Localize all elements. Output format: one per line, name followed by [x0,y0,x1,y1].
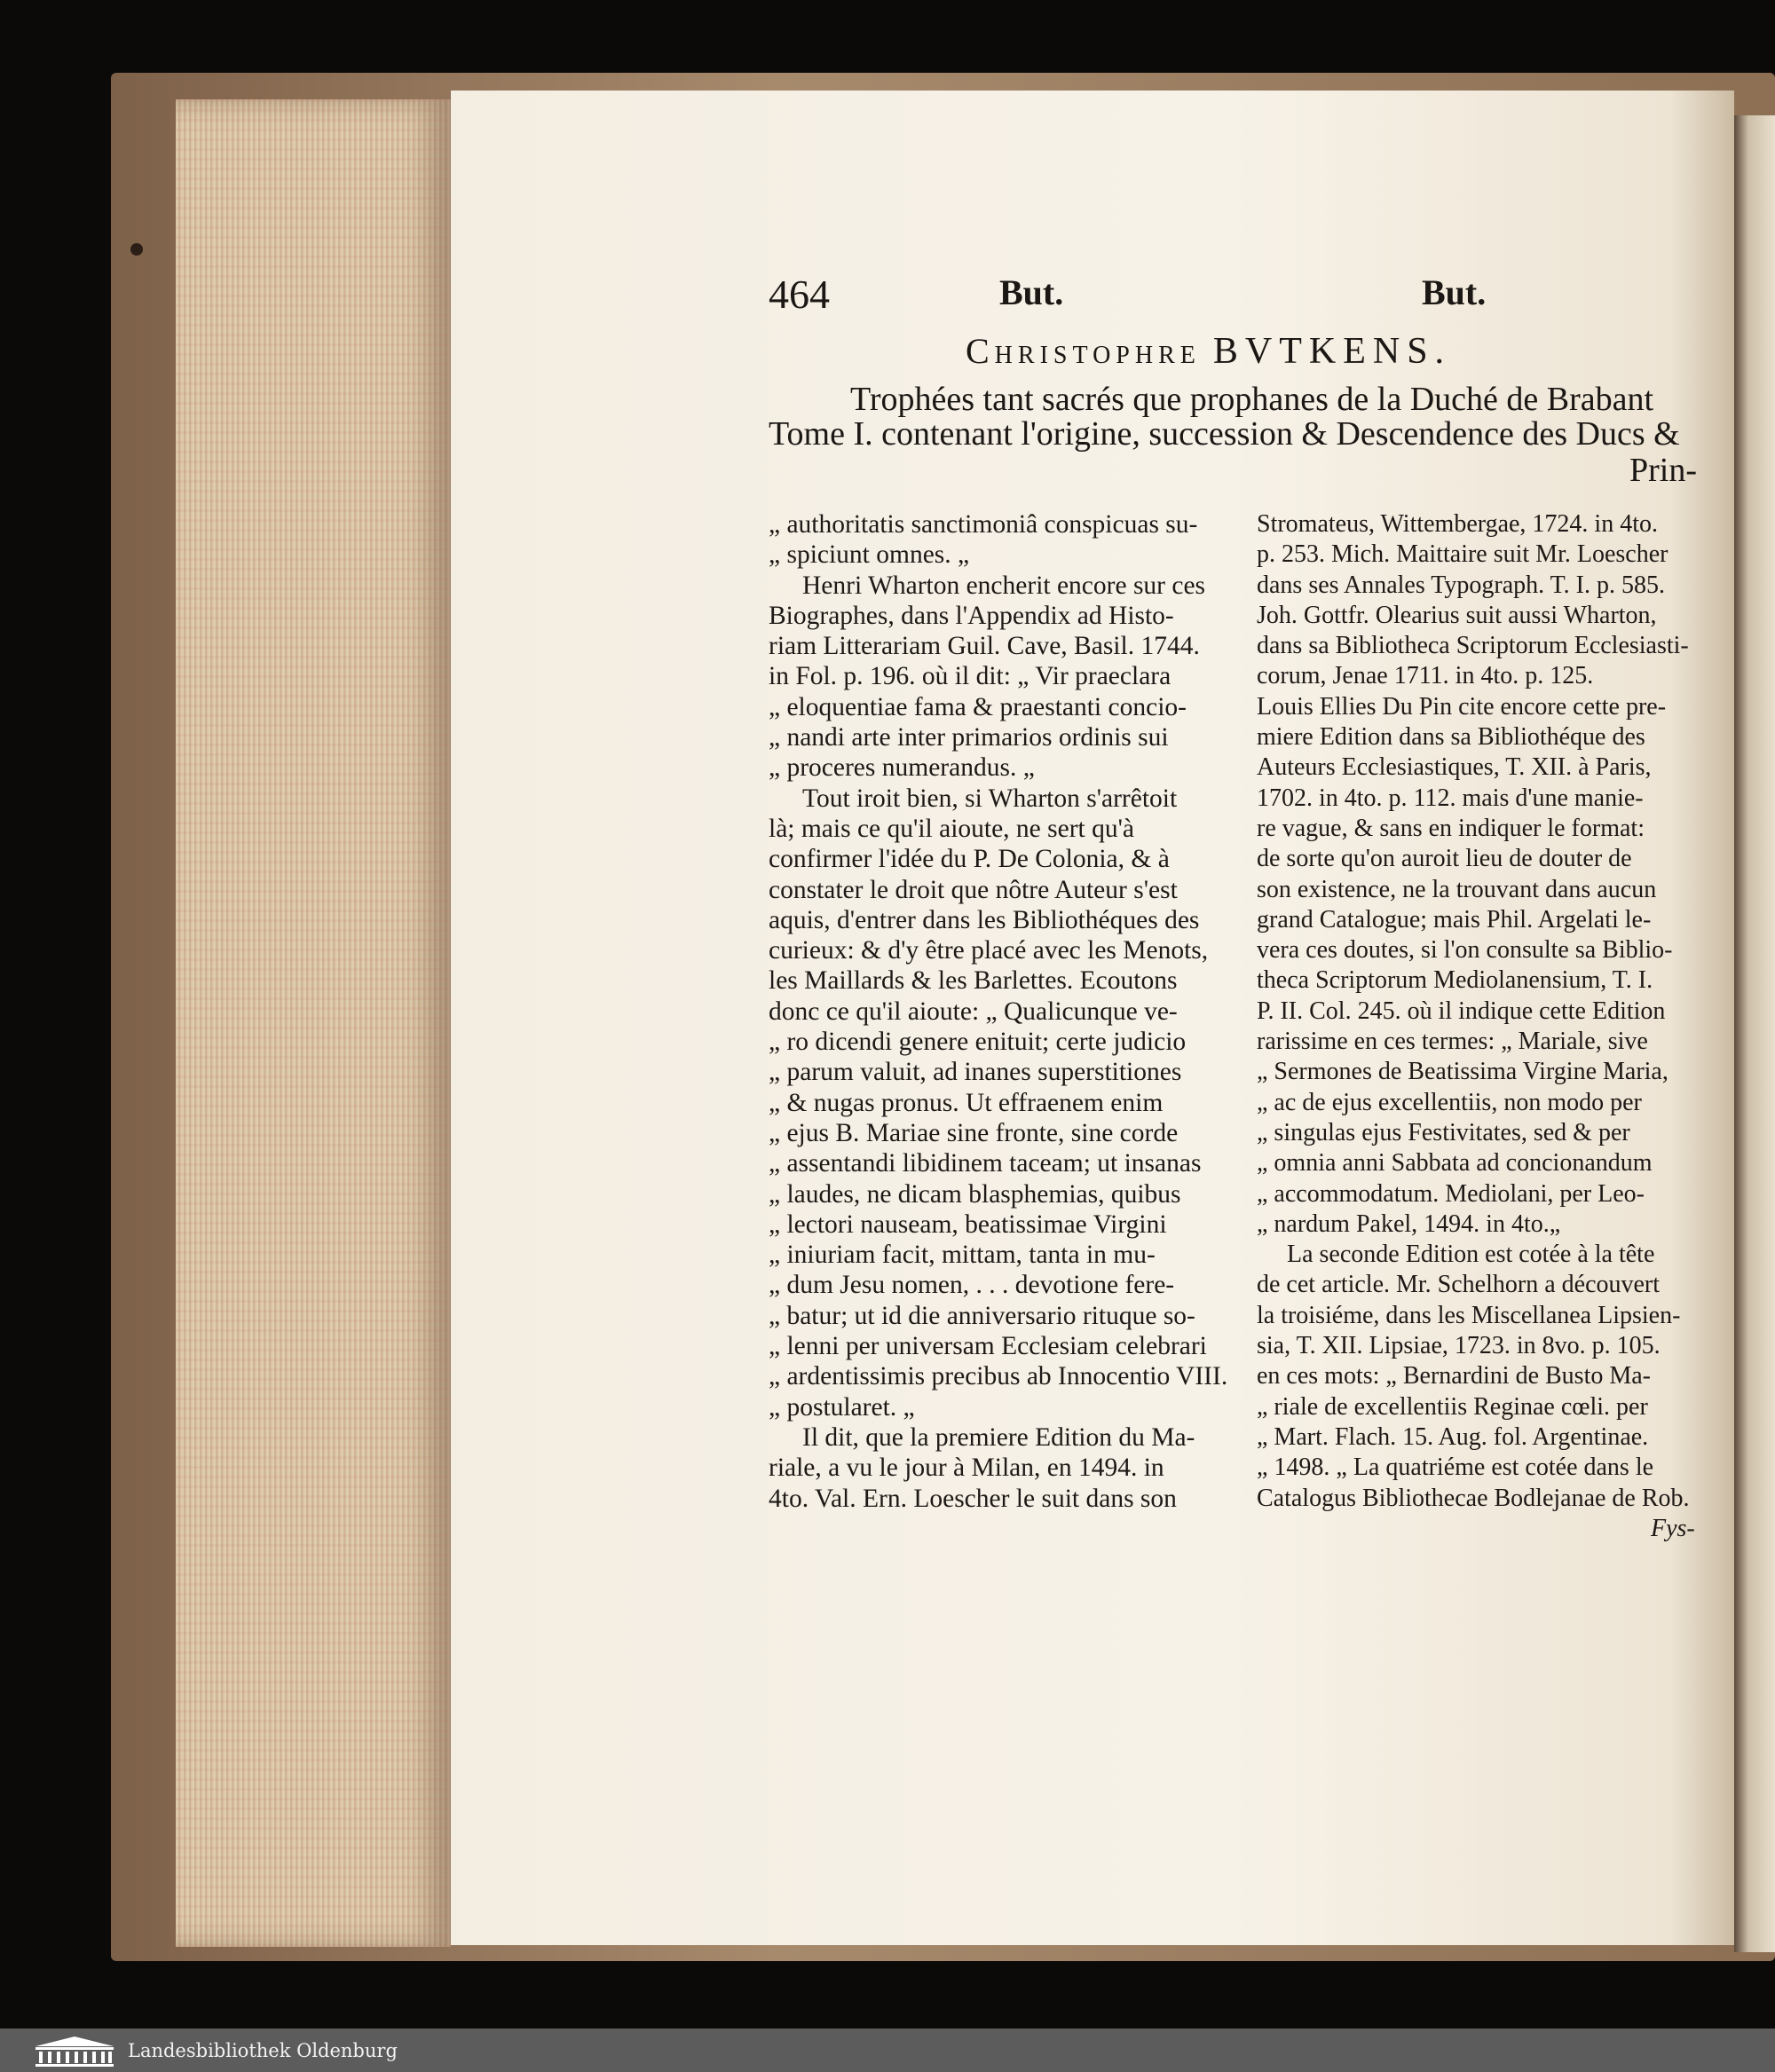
title-line: Prin- [1629,452,1697,489]
text-line: „ authoritatis sanctimoniâ conspicuas su- [769,510,1198,539]
text-line: corum, Jenae 1711. in 4to. p. 125. [1257,662,1594,690]
text-line: son existence, ne la trouvant dans aucun [1257,875,1657,903]
text-line: „ postularet. „ [769,1392,915,1422]
text-line: „ Sermones de Beatissima Virgine Maria, [1257,1058,1668,1086]
text-line: „ iniuriam facit, mittam, tanta in mu- [769,1241,1156,1270]
text-line: „ Mart. Flach. 15. Aug. fol. Argentinae. [1257,1422,1649,1451]
text-line: riam Litterariam Guil. Cave, Basil. 1744. [769,632,1200,661]
text-line: „ parum valuit, ad inanes superstitiones [769,1058,1182,1087]
text-line: „ nardum Pakel, 1494. in 4to.„ [1257,1209,1561,1238]
text-line: p. 253. Mich. Maittaire suit Mr. Loescher [1257,540,1668,569]
text-line: Tout iroit bien, si Wharton s'arrêtoit [802,784,1178,813]
running-head-left: But. [999,272,1064,312]
text-line: „ 1498. „ La quatriéme est cotée dans le [1257,1454,1654,1482]
text-line: La seconde Edition est cotée à la tête [1287,1241,1655,1269]
text-line: „ accommodatum. Mediolani, per Leo- [1257,1179,1645,1208]
text-line: „ ro dicendi genere enituit; certe judicio [769,1028,1187,1057]
text-line: re vague, & sans en indiquer le format: [1257,814,1645,842]
text-line: „ eloquentiae fama & praestanti concio- [769,692,1187,721]
text-line: vera ces doutes, si l'on consulte sa Biblio- [1257,936,1673,965]
binding-stud [130,243,143,256]
text-line: dans ses Annales Typograph. T. I. p. 585. [1257,571,1665,599]
text-line: là; mais ce qu'il aioute, ne sert qu'à [769,814,1135,843]
text-line: Joh. Gottfr. Olearius suit aussi Wharton, [1257,601,1657,629]
text-line: „ batur; ut id die anniversario rituque so- [769,1301,1195,1330]
text-line: de cet article. Mr. Schelhorn a découvert [1257,1271,1661,1299]
text-line: in Fol. p. 196. où il dit: „ Vir praeclara [769,662,1172,691]
page-number: 464 [769,272,830,317]
text-line: rarissime en ces termes: „ Mariale, sive [1257,1028,1648,1056]
text-line: „ dum Jesu nomen, . . . devotione fere- [769,1271,1175,1300]
text-line: „ nandi arte inter primarios ordinis sui [769,723,1169,752]
text-line: „ omnia anni Sabbata ad concionandum [1257,1149,1653,1178]
text-line: miere Edition dans sa Bibliothéque des [1257,723,1645,752]
text-line: „ ac de ejus excellentiis, non modo per [1257,1088,1642,1116]
text-line: Il dit, que la premiere Edition du Ma- [802,1422,1195,1452]
running-head-right: But. [1422,272,1487,312]
left-text-column [769,509,1230,1514]
text-line: dans sa Bibliotheca Scriptorum Ecclesiasti- [1257,632,1689,660]
text-line: P. II. Col. 245. où il indique cette Edition [1257,997,1666,1025]
facing-page-edge [1734,115,1775,1952]
text-line: en ces mots: „ Bernardini de Busto Ma- [1257,1362,1652,1391]
text-line: confirmer l'idée du P. De Colonia, & à [769,845,1170,874]
text-line: curieux: & d'y être placé avec les Menots, [769,936,1209,965]
text-line: „ assentandi libidinem taceam; ut insanas [769,1149,1202,1178]
text-line: Louis Ellies Du Pin cite encore cette pre- [1257,692,1667,721]
footer-bar [0,2029,1775,2072]
text-line: „ spiciunt omnes. „ [769,540,970,570]
text-line: grand Catalogue; mais Phil. Argelati le- [1257,905,1652,934]
text-line: les Maillards & les Barlettes. Ecoutons [769,966,1178,996]
text-line: constater le droit que nôtre Auteur s'est [769,875,1178,904]
text-line: 1702. in 4to. p. 112. mais d'une manie- [1257,784,1644,812]
text-line: Biographes, dans l'Appendix ad Histo- [769,601,1174,630]
text-line: „ proceres numerandus. „ [769,753,1035,783]
text-line: „ ejus B. Mariae sine fronte, sine corde [769,1118,1179,1147]
text-line: „ lenni per universam Ecclesiam celebrari [769,1332,1207,1361]
author-surname: BVTKENS. [1212,331,1452,372]
title-line: Tome I. contenant l'origine, succession & Descendence des Ducs & [769,415,1680,453]
text-line: Auteurs Ecclesiastiques, T. XII. à Paris, [1257,753,1652,782]
text-line: donc ce qu'il aioute: „ Qualicunque ve- [769,997,1178,1026]
right-text-column [1257,509,1700,1544]
author-given-name: Christophre [966,331,1201,371]
text-line: „ ardentissimis precibus ab Innocentio VIII. [769,1362,1228,1391]
text-line: 4to. Val. Ern. Loescher le suit dans son [769,1484,1177,1513]
text-line: riale, a vu le jour à Milan, en 1494. in [769,1454,1164,1483]
text-line: Catalogus Bibliothecae Bodlejanae de Rob. [1257,1484,1690,1512]
text-line: de sorte qu'on auroit lieu de douter de [1257,845,1632,873]
text-line: la troisiéme, dans les Miscellanea Lipsien- [1257,1301,1681,1329]
text-line: „ riale de excellentiis Reginae cœli. per [1257,1392,1648,1421]
library-building-logo-icon [34,2034,115,2068]
text-line: aquis, d'entrer dans les Bibliothéques des [769,905,1200,934]
text-line: theca Scriptorum Mediolanensium, T. I. [1257,966,1653,995]
text-line: sia, T. XII. Lipsiae, 1723. in 8vo. p. 105. [1257,1332,1661,1360]
author-heading [966,330,1451,373]
text-line: Henri Wharton encherit encore sur ces [802,571,1206,600]
page-edges [176,99,451,1947]
text-line: „ & nugas pronus. Ut effraenem enim [769,1088,1164,1117]
text-line: „ lectori nauseam, beatissimae Virgini [769,1209,1167,1239]
text-line: „ laudes, ne dicam blasphemias, quibus [769,1179,1181,1209]
title-line: Trophées tant sacrés que prophanes de la Duché de Brabant [850,381,1654,418]
text-line: Stromateus, Wittembergae, 1724. in 4to. [1257,510,1658,538]
library-name: Landesbibliothek Oldenburg [128,2039,398,2061]
catchword: Fys- [1651,1514,1695,1542]
text-line: „ singulas ejus Festivitates, sed & per [1257,1118,1630,1146]
